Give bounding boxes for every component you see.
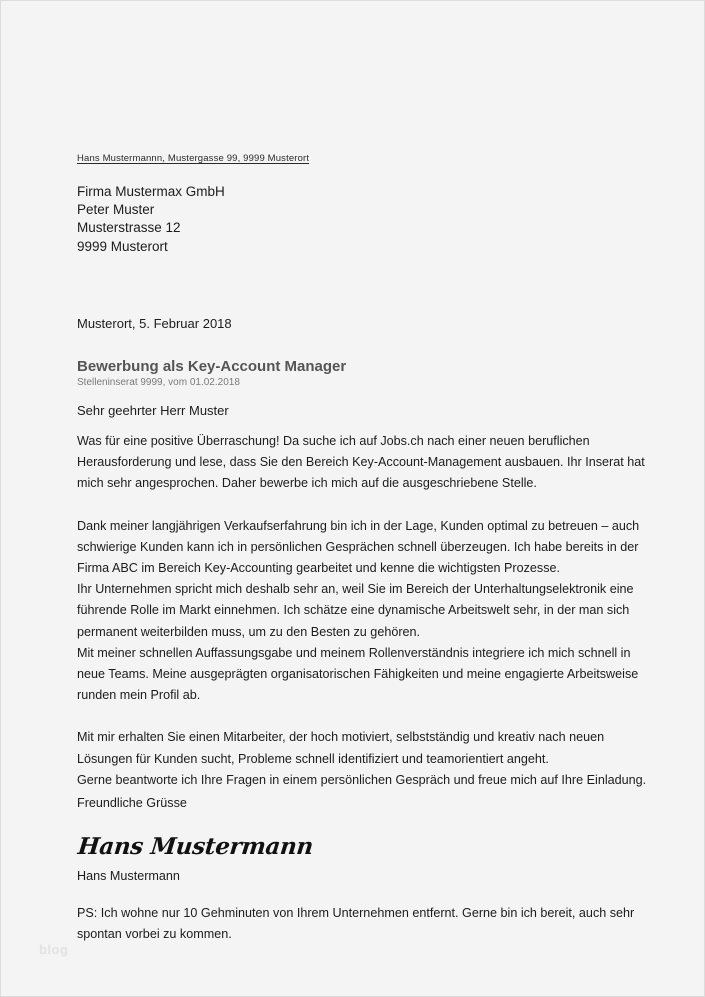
body-paragraph-2: Dank meiner langjährigen Verkaufserfahrung bin ich in der Lage, Kunden optimal zu betreuen – auch schwierige Kunden kann ich in persönlichen Gesprächen schnell überzeugen. Ich habe bereits in der Firma ABC im Bereich Key-Accounting gearbeitet und kenne die wichtigsten Prozesse.: [77, 518, 640, 576]
recipient-address-block: [77, 183, 225, 256]
sender-address-line: Hans Mustermannn, Mustergasse 99, 9999 Musterort: [77, 153, 310, 164]
salutation: Sehr geehrter Herr Muster: [77, 403, 229, 418]
body-paragraph-1: Was für eine positive Überraschung! Da suche ich auf Jobs.ch nach einer neuen beruflichen Herausforderung und lese, dass Sie den Bereich Key-Account-Management ausbauen. Ihr Inserat hat mich sehr angesprochen. Daher bewerbe ich mich auf die ausgeschriebene Stelle.: [77, 434, 645, 491]
recipient-street: Musterstrasse 12: [77, 220, 181, 236]
recipient-city: 9999 Musterort: [77, 238, 168, 254]
body-paragraph-3: Ihr Unternehmen spricht mich deshalb sehr an, weil Sie im Bereich der Unterhaltungselektronik eine führende Rolle im Markt einnehmen. Ich schätze eine dynamische Arbeitswelt sehr, in der man sich permanent weiterbilden muss, um zu den Besten zu gehören.: [77, 582, 634, 639]
body-paragraph-6: Gerne beantworte ich Ihre Fragen in einem persönlichen Gespräch und freue mich auf Ihre Einladung.: [77, 772, 647, 787]
place-and-date: Musterort, 5. Februar 2018: [77, 316, 232, 331]
subject-reference: Stelleninserat 9999, vom 01.02.2018: [77, 377, 240, 388]
recipient-company: Firma Mustermax GmbH: [77, 184, 225, 199]
recipient-contact-person: Peter Muster: [77, 202, 155, 218]
handwritten-signature: Hans Mustermann: [76, 833, 315, 860]
postscript: PS: Ich wohne nur 10 Gehminuten von Ihrem Unternehmen entfernt. Gerne bin ich bereit, auch sehr spontan vorbei zu kommen.: [77, 906, 635, 942]
signature-printed-name: Hans Mustermann: [77, 869, 180, 883]
letter-body: [77, 431, 657, 812]
body-paragraph-4: Mit meiner schnellen Auffassungsgabe und meinem Rollenverständnis integriere ich mich schnell in neue Teams. Meine ausgeprägten organisatorischen Fähigkeiten und meine engagierte Arbeitsweise runden mein Profil ab.: [77, 645, 639, 703]
closing-greeting: Freundliche Grüsse: [77, 796, 187, 810]
body-paragraph-5: Mit mir erhalten Sie einen Mitarbeiter, der hoch motiviert, selbstständig und kreativ nach neuen Lösungen für Kunden sucht, Probleme schnell identifiziert und teamorientiert angeht.: [77, 730, 605, 766]
blog-watermark: blog: [39, 942, 69, 957]
subject-heading: Bewerbung als Key-Account Manager: [77, 358, 347, 375]
